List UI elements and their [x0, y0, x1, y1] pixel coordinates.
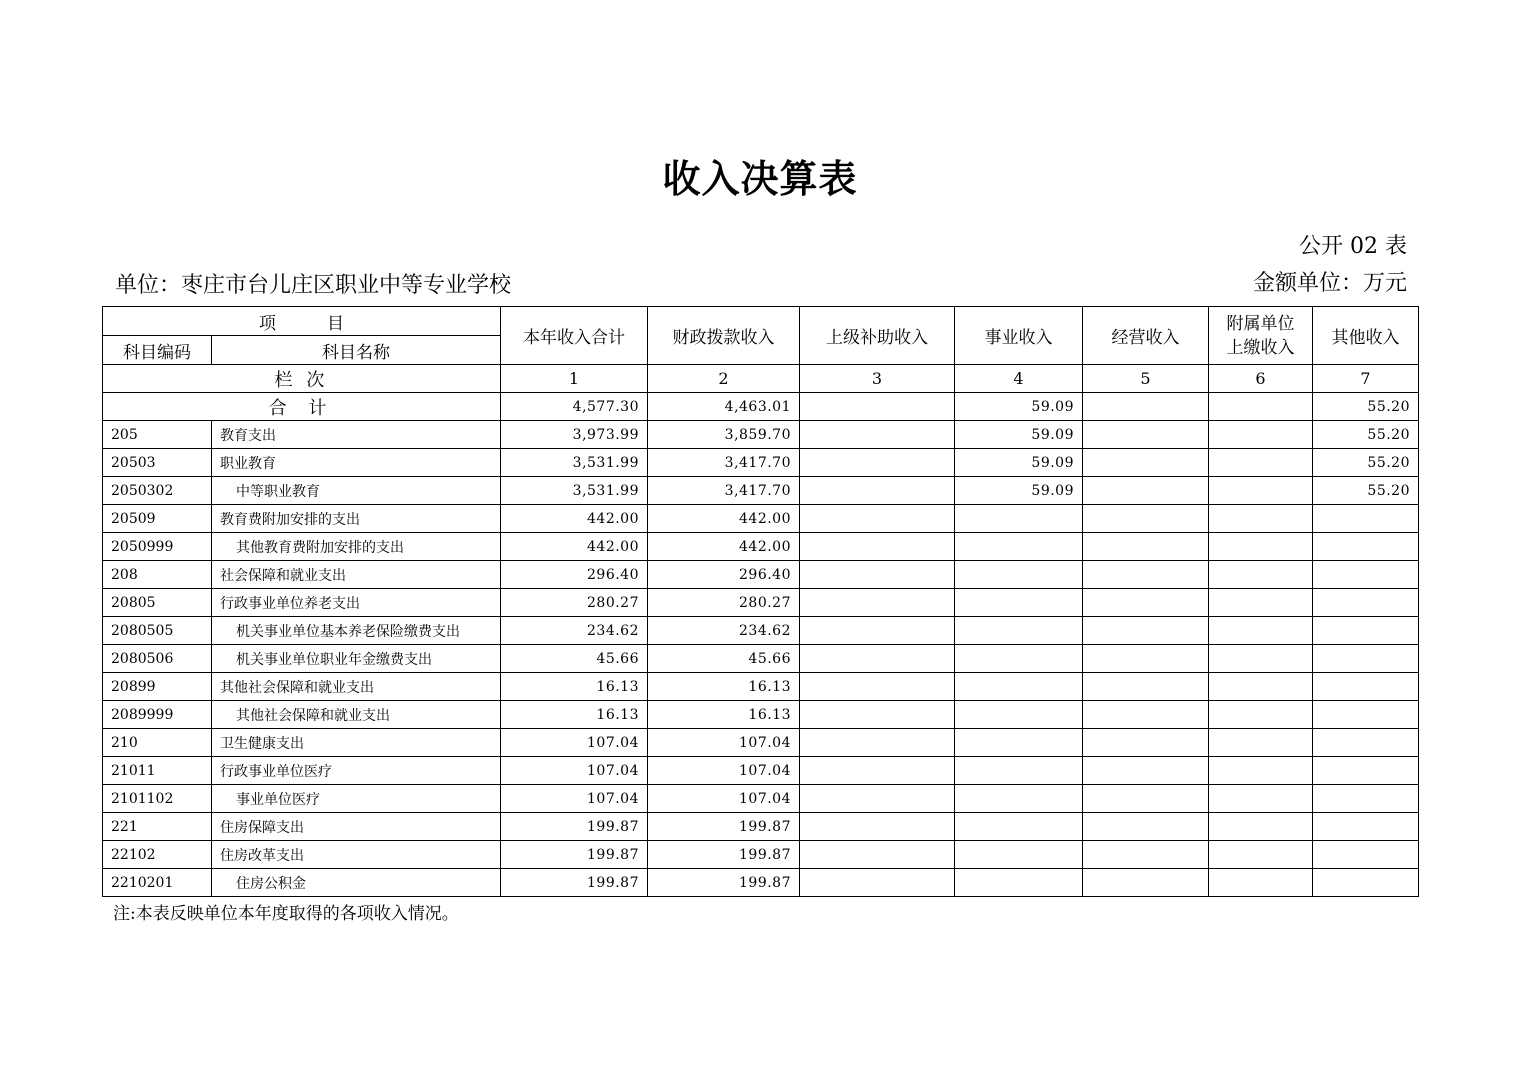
row-value: 3,417.70: [648, 449, 800, 477]
row-value: [955, 645, 1083, 673]
row-value: 442.00: [648, 505, 800, 533]
total-value: 4,577.30: [501, 393, 648, 421]
row-value: [800, 477, 955, 505]
table-row: [103, 533, 1419, 561]
row-code: 2080506: [103, 645, 212, 673]
row-value: [1313, 645, 1419, 673]
row-code: 210: [103, 729, 212, 757]
header-affiliated: [1209, 307, 1313, 365]
index-row: [103, 365, 1419, 393]
row-value: [1209, 617, 1313, 645]
row-value: [800, 533, 955, 561]
total-value: [1209, 393, 1313, 421]
row-value: 45.66: [648, 645, 800, 673]
page-title: 收入决算表: [662, 157, 858, 201]
row-value: [1209, 645, 1313, 673]
table-row: [103, 729, 1419, 757]
row-code: 20503: [103, 449, 212, 477]
row-code: 2050302: [103, 477, 212, 505]
header-item: 项 目: [103, 307, 501, 336]
row-value: [1209, 477, 1313, 505]
row-value: 199.87: [501, 841, 648, 869]
row-value: [1313, 841, 1419, 869]
total-value: 4,463.01: [648, 393, 800, 421]
row-name: 社会保障和就业支出: [212, 561, 501, 589]
row-value: [800, 869, 955, 897]
row-value: 199.87: [648, 869, 800, 897]
row-value: [1209, 729, 1313, 757]
row-value: [1083, 561, 1209, 589]
row-name: 职业教育: [212, 449, 501, 477]
row-value: [1083, 645, 1209, 673]
header-business: 事业收入: [955, 307, 1083, 365]
table-row: [103, 673, 1419, 701]
row-value: [955, 617, 1083, 645]
row-value: [1083, 589, 1209, 617]
header-affiliated-line1: 附属单位: [1226, 313, 1295, 334]
row-name: 其他社会保障和就业支出: [212, 673, 501, 701]
row-value: [955, 589, 1083, 617]
row-value: [1083, 701, 1209, 729]
row-value: [955, 729, 1083, 757]
row-value: 107.04: [648, 785, 800, 813]
row-value: 442.00: [648, 533, 800, 561]
row-value: 45.66: [501, 645, 648, 673]
table-row: [103, 757, 1419, 785]
row-code: 2101102: [103, 785, 212, 813]
row-value: 59.09: [955, 421, 1083, 449]
row-value: [800, 729, 955, 757]
header-fiscal: 财政拨款收入: [648, 307, 800, 365]
header-superior: 上级补助收入: [800, 307, 955, 365]
row-value: [1209, 533, 1313, 561]
row-value: [800, 421, 955, 449]
index-col: 6: [1209, 365, 1313, 393]
form-number: 公开 02 表: [1299, 234, 1407, 259]
row-value: [955, 785, 1083, 813]
row-value: 296.40: [648, 561, 800, 589]
row-code: 22102: [103, 841, 212, 869]
row-value: 107.04: [501, 757, 648, 785]
header-code: 科目编码: [103, 336, 212, 365]
row-value: [955, 673, 1083, 701]
row-name: 住房公积金: [212, 869, 501, 897]
table-row: [103, 785, 1419, 813]
row-code: 208: [103, 561, 212, 589]
table-row: [103, 505, 1419, 533]
table-row: [103, 617, 1419, 645]
row-value: [800, 561, 955, 589]
row-value: 199.87: [648, 841, 800, 869]
row-value: [955, 701, 1083, 729]
row-value: [800, 589, 955, 617]
table-row: [103, 421, 1419, 449]
row-value: 199.87: [501, 813, 648, 841]
table-row: [103, 561, 1419, 589]
total-value: 55.20: [1313, 393, 1419, 421]
row-value: [1209, 421, 1313, 449]
table-row: [103, 813, 1419, 841]
row-value: [1083, 449, 1209, 477]
row-value: 107.04: [501, 785, 648, 813]
row-value: [800, 701, 955, 729]
row-value: 442.00: [501, 533, 648, 561]
row-code: 20805: [103, 589, 212, 617]
row-value: [1313, 785, 1419, 813]
row-value: 107.04: [648, 757, 800, 785]
row-name: 事业单位医疗: [212, 785, 501, 813]
row-name: 中等职业教育: [212, 477, 501, 505]
row-value: [1209, 561, 1313, 589]
row-code: 2050999: [103, 533, 212, 561]
row-code: 20509: [103, 505, 212, 533]
row-value: 16.13: [501, 673, 648, 701]
total-value: [1083, 393, 1209, 421]
table-row: [103, 589, 1419, 617]
table-row: [103, 645, 1419, 673]
row-code: 205: [103, 421, 212, 449]
row-value: [955, 505, 1083, 533]
row-value: 234.62: [501, 617, 648, 645]
row-value: [1313, 561, 1419, 589]
table-row: [103, 701, 1419, 729]
row-value: [1209, 841, 1313, 869]
row-value: [955, 757, 1083, 785]
row-value: [955, 533, 1083, 561]
row-value: 3,859.70: [648, 421, 800, 449]
index-col: 3: [800, 365, 955, 393]
row-value: [1209, 757, 1313, 785]
row-value: [800, 617, 955, 645]
row-value: [1083, 421, 1209, 449]
row-value: 199.87: [501, 869, 648, 897]
row-value: [800, 757, 955, 785]
row-value: 16.13: [648, 701, 800, 729]
row-value: [1209, 589, 1313, 617]
row-value: [1083, 533, 1209, 561]
row-value: [1313, 869, 1419, 897]
row-value: [1083, 785, 1209, 813]
index-col: 5: [1083, 365, 1209, 393]
income-table: [102, 306, 1419, 897]
row-name: 行政事业单位医疗: [212, 757, 501, 785]
row-name: 其他社会保障和就业支出: [212, 701, 501, 729]
row-name: 教育费附加安排的支出: [212, 505, 501, 533]
header-total: 本年收入合计: [501, 307, 648, 365]
row-value: 107.04: [501, 729, 648, 757]
row-value: [1313, 673, 1419, 701]
row-name: 住房改革支出: [212, 841, 501, 869]
row-value: [1083, 477, 1209, 505]
row-code: 20899: [103, 673, 212, 701]
row-name: 卫生健康支出: [212, 729, 501, 757]
header-name: 科目名称: [212, 336, 501, 365]
row-value: [1209, 813, 1313, 841]
row-value: [1209, 701, 1313, 729]
row-name: 行政事业单位养老支出: [212, 589, 501, 617]
row-value: [1209, 785, 1313, 813]
row-value: [800, 673, 955, 701]
money-unit-label: 金额单位：万元: [1252, 271, 1407, 296]
row-code: 2089999: [103, 701, 212, 729]
row-value: [955, 841, 1083, 869]
row-value: 3,531.99: [501, 477, 648, 505]
row-value: [1083, 757, 1209, 785]
table-row: [103, 477, 1419, 505]
row-value: [1083, 841, 1209, 869]
row-code: 221: [103, 813, 212, 841]
index-col: 4: [955, 365, 1083, 393]
table-row: [103, 841, 1419, 869]
row-value: 3,531.99: [501, 449, 648, 477]
index-col: 1: [501, 365, 648, 393]
row-name: 机关事业单位职业年金缴费支出: [212, 645, 501, 673]
row-value: 16.13: [501, 701, 648, 729]
row-value: 55.20: [1313, 421, 1419, 449]
table-note: 注:本表反映单位本年度取得的各项收入情况。: [113, 904, 459, 924]
index-col: 2: [648, 365, 800, 393]
total-value: [800, 393, 955, 421]
row-value: 280.27: [648, 589, 800, 617]
row-value: [1313, 533, 1419, 561]
row-value: [800, 813, 955, 841]
row-value: 59.09: [955, 449, 1083, 477]
row-value: 3,973.99: [501, 421, 648, 449]
header-other: 其他收入: [1313, 307, 1419, 365]
row-value: 442.00: [501, 505, 648, 533]
row-value: [1313, 701, 1419, 729]
row-value: 280.27: [501, 589, 648, 617]
header-affiliated-line2: 上缴收入: [1226, 337, 1295, 358]
row-value: [800, 841, 955, 869]
row-value: 3,417.70: [648, 477, 800, 505]
row-value: [800, 785, 955, 813]
row-code: 21011: [103, 757, 212, 785]
row-code: 2080505: [103, 617, 212, 645]
total-value: 59.09: [955, 393, 1083, 421]
row-value: [1083, 505, 1209, 533]
row-value: 296.40: [501, 561, 648, 589]
total-label: 合 计: [103, 393, 501, 421]
row-name: 教育支出: [212, 421, 501, 449]
table-row: [103, 869, 1419, 897]
row-value: [1083, 673, 1209, 701]
row-value: [1313, 729, 1419, 757]
row-name: 住房保障支出: [212, 813, 501, 841]
row-value: 199.87: [648, 813, 800, 841]
row-value: 16.13: [648, 673, 800, 701]
row-name: 机关事业单位基本养老保险缴费支出: [212, 617, 501, 645]
row-value: 59.09: [955, 477, 1083, 505]
row-value: [1209, 449, 1313, 477]
row-code: 2210201: [103, 869, 212, 897]
row-value: [1313, 617, 1419, 645]
row-value: 234.62: [648, 617, 800, 645]
unit-label: 单位：枣庄市台儿庄区职业中等专业学校: [115, 273, 512, 298]
row-value: [1313, 589, 1419, 617]
row-value: [800, 505, 955, 533]
index-label: 栏 次: [103, 365, 501, 393]
row-name: 其他教育费附加安排的支出: [212, 533, 501, 561]
row-value: [1209, 673, 1313, 701]
row-value: [1083, 813, 1209, 841]
row-value: [800, 645, 955, 673]
row-value: 107.04: [648, 729, 800, 757]
row-value: [1313, 757, 1419, 785]
table-row: [103, 449, 1419, 477]
row-value: [1313, 505, 1419, 533]
row-value: [955, 869, 1083, 897]
row-value: [1083, 617, 1209, 645]
total-row: [103, 393, 1419, 421]
row-value: [955, 561, 1083, 589]
row-value: [1083, 729, 1209, 757]
row-value: [1083, 869, 1209, 897]
index-col: 7: [1313, 365, 1419, 393]
row-value: [1313, 813, 1419, 841]
row-value: [1209, 869, 1313, 897]
row-value: [1209, 505, 1313, 533]
row-value: 55.20: [1313, 477, 1419, 505]
row-value: 55.20: [1313, 449, 1419, 477]
row-value: [955, 813, 1083, 841]
header-operating: 经营收入: [1083, 307, 1209, 365]
row-value: [800, 449, 955, 477]
